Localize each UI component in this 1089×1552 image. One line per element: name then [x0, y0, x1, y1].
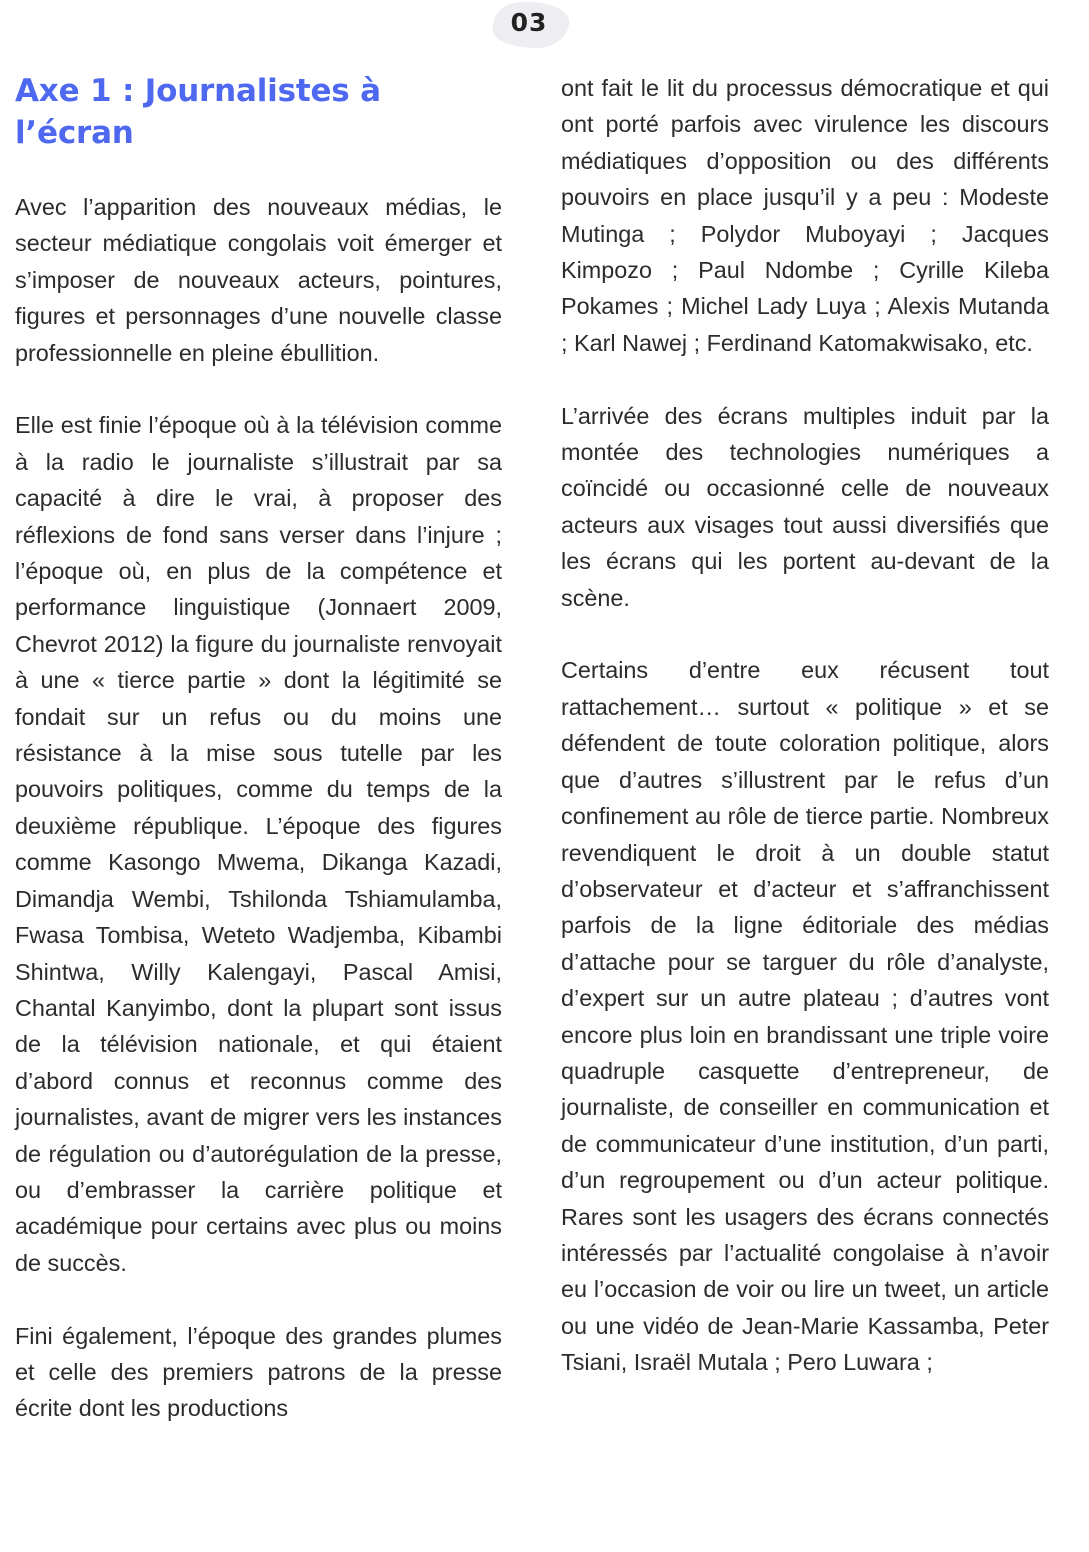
paragraph: L’arrivée des écrans multiples induit par la montée des technologies numériques a coïncidé ou occasionné celle de nouveaux acteurs aux visages tout aussi diversifiés que les écrans qui les portent au-devant de la scène. [561, 402, 1049, 611]
right-column [561, 70, 1049, 1381]
page-number: 03 [510, 8, 548, 37]
section-heading: Axe 1 : Journalistes à l’écran [15, 73, 381, 151]
paragraph: Certains d’entre eux récusent tout rattachement… surtout « politique » et se défendent de toute coloration politique, alors que d’autres s’illustrent par le refus d’un confinement au rôle de tierce partie. Nombreux revendiquent le droit à un double statut d’observateur et d’acteur et s’affranchissent parfois de la ligne éditoriale des médias d’attache pour se targuer du rôle d’analyste, d’expert sur un autre plateau ; d’autres vont encore plus loin en brandissant une triple voire quadruple casquette d’entrepreneur, de journaliste, de conseiller en communication et de communicateur d’une institution, d’un parti, d’un regroupement ou d’un acteur politique. Rares sont les usagers des écrans connectés intéressés par l’actualité congolaise à n’avoir eu l’occasion de voir ou lire un tweet, un article ou une vidéo de Jean-Marie Kassamba, Peter Tsiani, Israël Mutala ; Pero Luwara ; [561, 657, 1049, 1376]
paragraph: Avec l’apparition des nouveaux médias, le secteur médiatique congolais voit émerger et s’imposer de nouveaux acteurs, pointures, figures et personnages d’une nouvelle classe professionnelle en pleine ébullition. [15, 194, 502, 366]
paragraph: ont fait le lit du processus démocratique et qui ont porté parfois avec virulence les discours médiatiques d’opposition ou des différents pouvoirs en place jusqu’il y a peu : Modeste Mutinga ; Polydor Muboyayi ; Jacques Kimpozo ; Paul Ndombe ; Cyrille Kileba Pokames ; Michel Lady Luya ; Alexis Mutanda ; Karl Nawej ; Ferdinand Katomakwisako, etc. [561, 75, 1049, 356]
paragraph: Fini également, l’époque des grandes plumes et celle des premiers patrons de la presse écrite dont les productions [15, 1322, 502, 1422]
paragraph: Elle est finie l’époque où à la télévision comme à la radio le journaliste s’illustrait par sa capacité à dire le vrai, à proposer des réflexions de fond sans verser dans l’injure ; l’époque où, en plus de la compétence et performance linguistique (Jonnaert 2009, Chevrot 2012) la figure du journaliste renvoyait à une « tierce partie » dont la légitimité se fondait sur un refus ou du moins une résistance à la mise sous tutelle par les pouvoirs politiques, comme du temps de la deuxième république. L’époque des figures comme Kasongo Mwema, Dikanga Kazadi, Dimandja Wembi, Tshilonda Tshiamulamba, Fwasa Tombisa, Weteto Wadjemba, Kibambi Shintwa, Willy Kalengayi, Pascal Amisi, Chantal Kanyimbo, dont la plupart sont issus de la télévision nationale, et qui étaient d’abord connus et reconnus comme des journalistes, avant de migrer vers les instances de régulation ou d’autorégulation de la presse, ou d’embrasser la carrière politique et académique pour certains avec plus ou moins de succès. [15, 412, 502, 1276]
page-number-badge [487, 0, 577, 56]
left-column [15, 70, 502, 1427]
